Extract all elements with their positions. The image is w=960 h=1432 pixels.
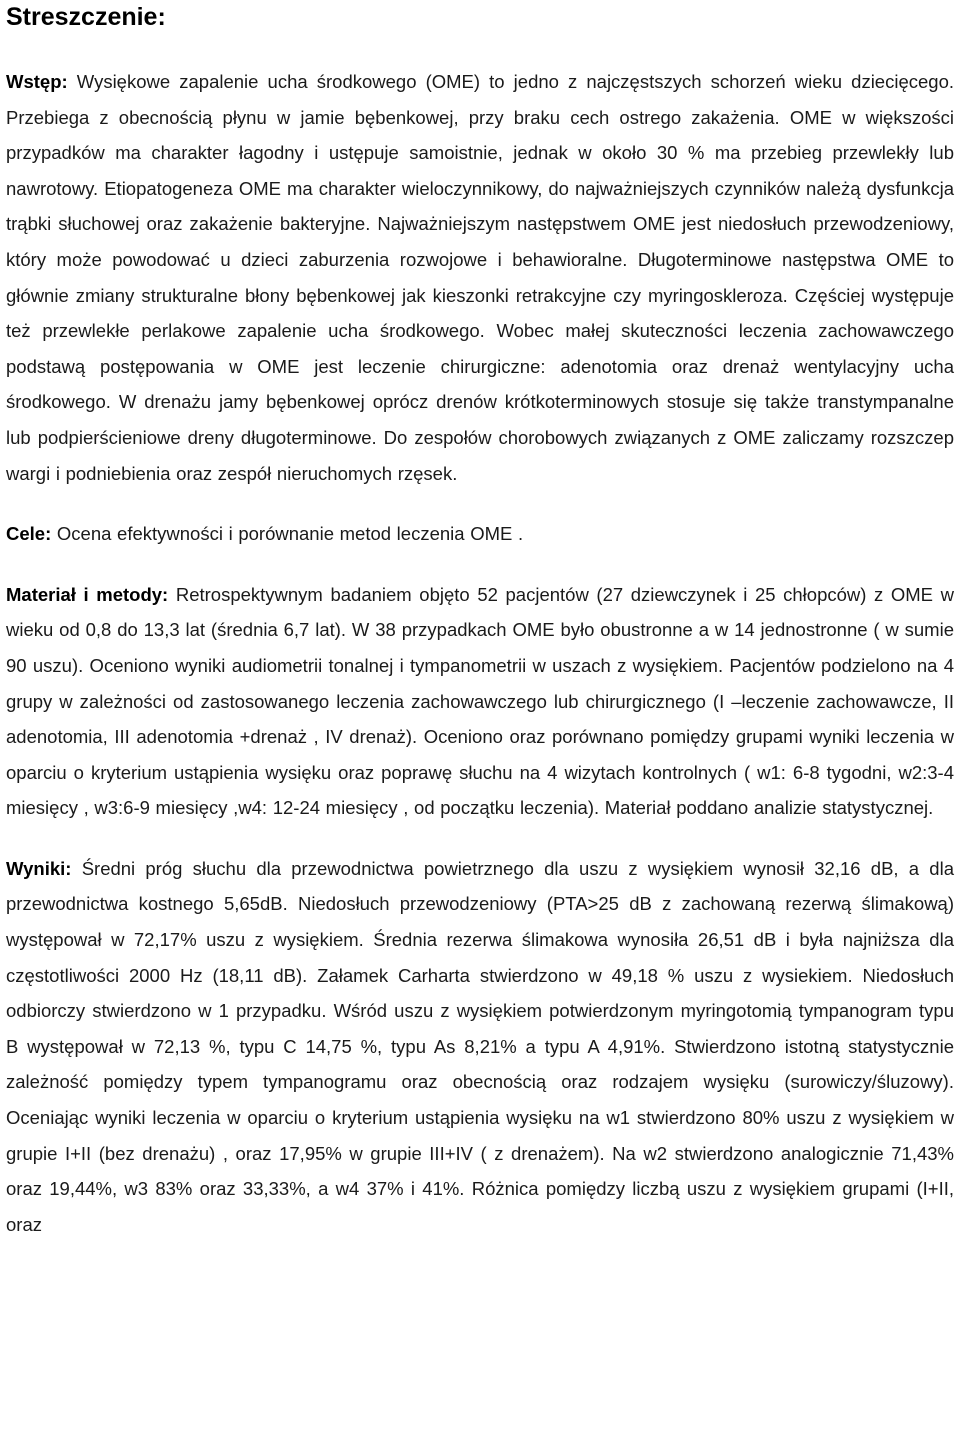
section-label-wyniki: Wyniki: <box>6 857 72 879</box>
section-label-material: Materiał i metody: <box>6 583 169 605</box>
section-text-cele: Ocena efektywności i porównanie metod leczenia OME . <box>56 523 524 545</box>
section-wyniki <box>6 851 954 1243</box>
document-heading: Streszczenie: <box>6 3 166 31</box>
section-label-wstep: Wstęp: <box>6 71 68 92</box>
section-cele <box>6 516 954 552</box>
section-text-material: Retrospektywnym badaniem objęto 52 pacjentów (27 dziewczynek i 25 chłopców) z OME w wieku od 0,8 do 13,3 lat (średnia 6,7 lat). W 38 przypadkach OME było obustronne a w 14 jednostronne ( w sumie 90 uszu). Oceniono wyniki audiometrii tonalnej i tympanometrii w uszach z wysiękiem. Pacjentów podzielono na 4 grupy w zależności od zastosowanego leczenia zachowawczego lub chirurgicznego (I –leczenie zachowawcze, II adenotomia, III adenotomia +drenaż , IV drenaż). Oceniono oraz porównano pomiędzy grupami wyniki leczenia w oparciu o kryterium ustąpienia wysięku oraz poprawę słuchu na 4 wizytach kontrolnych ( w1: 6-8 tygodni, w2:3-4 miesięcy , w3:6-9 miesięcy ,w4: 12-24 miesięcy , od początku leczenia). Materiał poddano analizie statystycznej. <box>6 583 954 819</box>
section-wstep <box>6 64 954 491</box>
section-material <box>6 577 954 826</box>
document-page <box>6 0 954 1242</box>
section-label-cele: Cele: <box>6 523 52 545</box>
section-text-wstep: Wysiękowe zapalenie ucha środkowego (OME) to jedno z najczęstszych schorzeń wieku dziecięcego. Przebiega z obecnością płynu w jamie bębenkowej, przy braku cech ostrego zakażenia. OME w większości przypadków ma charakter łagodny i ustępuje samoistnie, jednak w około 30 % ma przebieg przewlekły lub nawrotowy. Etiopatogeneza OME ma charakter wieloczynnikowy, do najważniejszych czynników należą dysfunkcja trąbki słuchowej oraz zakażenie bakteryjne. Najważniejszym następstwem OME jest niedosłuch przewodzeniowy, który może powodować u dzieci zaburzenia rozwojowe i behawioralne. Długoterminowe następstwa OME to głównie zmiany strukturalne błony bębenkowej jak kieszonki retrakcyjne czy myringoskleroza. Częściej występuje też przewlekłe perlakowe zapalenie ucha środkowego. Wobec małej skuteczności leczenia zachowawczego podstawą postępowania w OME jest leczenie chirurgiczne: adenotomia oraz drenaż wentylacyjny ucha środkowego. W drenażu jamy bębenkowej oprócz drenów krótkoterminowych stosuje się także transtympanalne lub podpierścieniowe dreny długoterminowe. Do zespołów chorobowych związanych z OME zaliczamy rozszczep wargi i podniebienia oraz zespół nieruchomych rzęsek. <box>6 71 955 484</box>
section-text-wyniki: Średni próg słuchu dla przewodnictwa powietrznego dla uszu z wysiękiem wynosił 32,16 dB, a dla przewodnictwa kostnego 5,65dB. Niedosłuch przewodzeniowy (PTA>25 dB z zachowaną rezerwą ślimakową) występował w 72,17% uszu z wysiękiem. Średnia rezerwa ślimakowa wynosiła 26,51 dB i była najniższa dla częstotliwości 2000 Hz (18,11 dB). Załamek Carharta stwierdzono w 49,18 % uszu z wysiekiem. Niedosłuch odbiorczy stwierdzono w 1 przypadku. Wśród uszu z wysiękiem potwierdzonym myringotomią tympanogram typu B występował w 72,13 %, typu C 14,75 %, typu As 8,21% a typu A 4,91%. Stwierdzono istotną statystycznie zależność pomiędzy typem tympanogramu oraz obecnością oraz rodzajem wysięku (surowiczy/śluzowy). Oceniając wyniki leczenia w oparciu o kryterium ustąpienia wysięku na w1 stwierdzono 80% uszu z wysiękiem w grupie I+II (bez drenażu) , oraz 17,95% w grupie III+IV ( z drenażem). Na w2 stwierdzono analogicznie 71,43% oraz 19,44%, w3 83% oraz 33,33%, a w4 37% i 41%. Różnica pomiędzy liczbą uszu z wysiękiem grupami (I+II, oraz <box>6 857 954 1235</box>
